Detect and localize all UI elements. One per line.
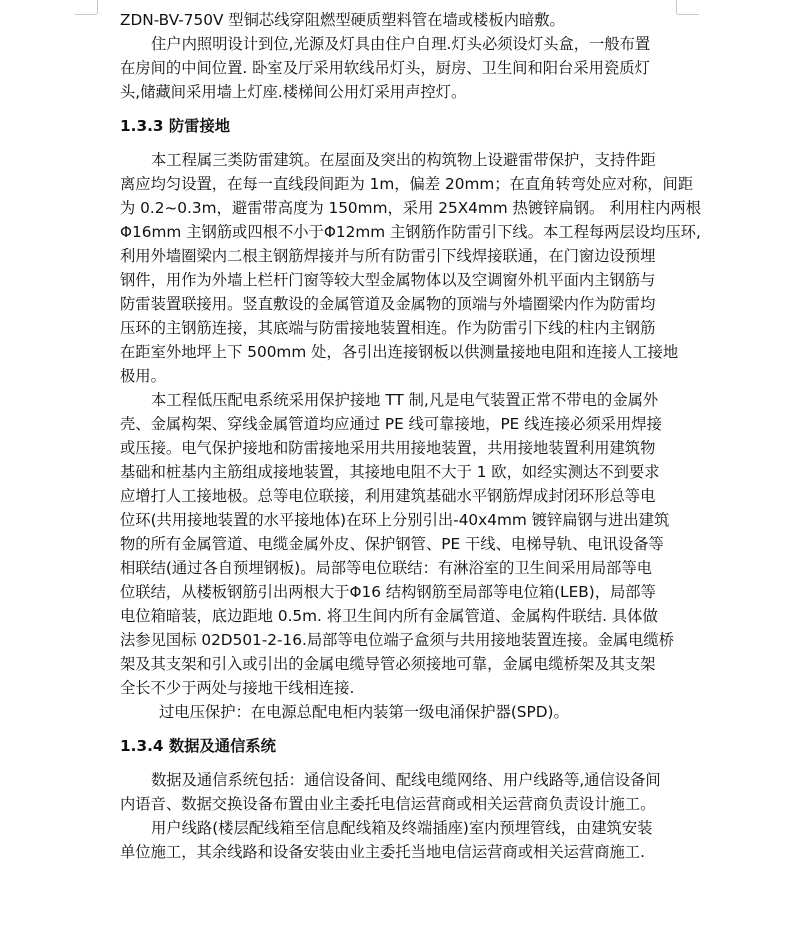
- text-line: 利用外墙圈梁内二根主钢筋焊接并与所有防雷引下线焊接联通，在门窗边设预埋: [120, 247, 656, 265]
- text-line: 内语音、数据交换设备布置由业主委托电信运营商或相关运营商负责设计施工。: [120, 795, 656, 813]
- text-line: 全长不少于两处与接地干线相连接.: [120, 679, 355, 697]
- text-line: 离应均匀设置，在每一直线段间距为 1m，偏差 20mm；在直角转弯处应对称，间距: [120, 175, 694, 193]
- text-line: 在距室外地坪上下 500mm 处，各引出连接钢板以供测量接地电阻和连接人工接地: [120, 343, 679, 361]
- text-line: 或压接。电气保护接地和防雷接地采用共用接地装置，共用接地装置利用建筑物: [120, 439, 656, 457]
- text-line: 架及其支架和引入或引出的金属电缆导管必须接地可靠，金属电缆桥架及其支架: [120, 655, 656, 673]
- text-line: 本工程低压配电系统采用保护接地 TT 制,凡是电气装置正常不带电的金属外: [151, 391, 659, 409]
- text-line: 壳、金属构架、穿线金属管道均应通过 PE 线可靠接地，PE 线连接必须采用焊接: [120, 415, 662, 433]
- text-line: 相联结(通过各自预埋钢板)。局部等电位联结：有淋浴室的卫生间采用局部等电: [120, 559, 653, 577]
- text-line: 极用。: [120, 367, 166, 385]
- text-line: 本工程属三类防雷建筑。在屋面及突出的构筑物上设避雷带保护，支持件距: [151, 151, 656, 169]
- crop-mark-left-horizontal: [75, 14, 97, 15]
- text-line: 用户线路(楼层配线箱至信息配线箱及终端插座)室内预埋管线，由建筑安装: [151, 819, 653, 837]
- text-line: 位联结，从楼板钢筋引出两根大于Φ16 结构钢筋至局部等电位箱(LEB)，局部等: [120, 583, 656, 601]
- text-line: 位环(共用接地装置的水平接地体)在环上分别引出-40x4mm 镀锌扁钢与进出建筑: [120, 511, 670, 529]
- section-heading: 1.3.3 防雷接地: [120, 117, 231, 135]
- text-line: 基础和桩基内主筋组成接地装置，其接地电阻不大于 1 欧，如经实测达不到要求: [120, 463, 660, 481]
- text-line: 头,储藏间采用墙上灯座.楼梯间公用灯采用声控灯。: [120, 83, 467, 101]
- text-line: Φ16mm 主钢筋或四根不小于Φ12mm 主钢筋作防雷引下线。本工程每两层设均压环,: [120, 223, 701, 241]
- text-line: 为 0.2~0.3m，避雷带高度为 150mm，采用 25X4mm 热镀锌扁钢。 利用柱内两根: [120, 199, 701, 217]
- text-line: 电位箱暗装，底边距地 0.5m. 将卫生间内所有金属管道、金属构件联结. 具体做: [120, 607, 658, 625]
- text-line: 在房间的中间位置. 卧室及厅采用软线吊灯头，厨房、卫生间和阳台采用瓷质灯: [120, 59, 650, 77]
- section-heading: 1.3.4 数据及通信系统: [120, 737, 276, 755]
- text-line: 数据及通信系统包括：通信设备间、配线电缆网络、用户线路等,通信设备间: [151, 771, 661, 789]
- text-line: 过电压保护：在电源总配电柜内装第一级电涌保护器(SPD)。: [159, 703, 569, 721]
- text-line: 压环的主钢筋连接，其底端与防雷接地装置相连。作为防雷引下线的柱内主钢筋: [120, 319, 656, 337]
- text-line: 住户内照明设计到位,光源及灯具由住户自理.灯头必须设灯头盒，一般布置: [151, 35, 651, 53]
- crop-mark-left: [97, 0, 98, 14]
- text-line: 钢件，用作为外墙上栏杆门窗等较大型金属物体以及空调窗外机平面内主钢筋与: [120, 271, 656, 289]
- text-line: 应增打人工接地极。总等电位联接，利用建筑基础水平钢筋焊成封闭环形总等电: [120, 487, 656, 505]
- text-line: 法参见国标 02D501-2-16.局部等电位端子盒须与共用接地装置连接。金属电缆桥: [120, 631, 675, 649]
- document-body: [120, 8, 701, 864]
- text-line: 单位施工，其余线路和设备安装由业主委托当地电信运营商或相关运营商施工.: [120, 843, 645, 861]
- text-line: 防雷装置联接用。竖直敷设的金属管道及金属物的顶端与外墙圈梁内作为防雷均: [120, 295, 656, 313]
- text-line: 物的所有金属管道、电缆金属外皮、保护钢管、PE 干线、电梯导轨、电讯设备等: [120, 535, 664, 553]
- text-line: ZDN-BV-750V 型铜芯线穿阻燃型硬质塑料管在墙或楼板内暗敷。: [120, 11, 565, 29]
